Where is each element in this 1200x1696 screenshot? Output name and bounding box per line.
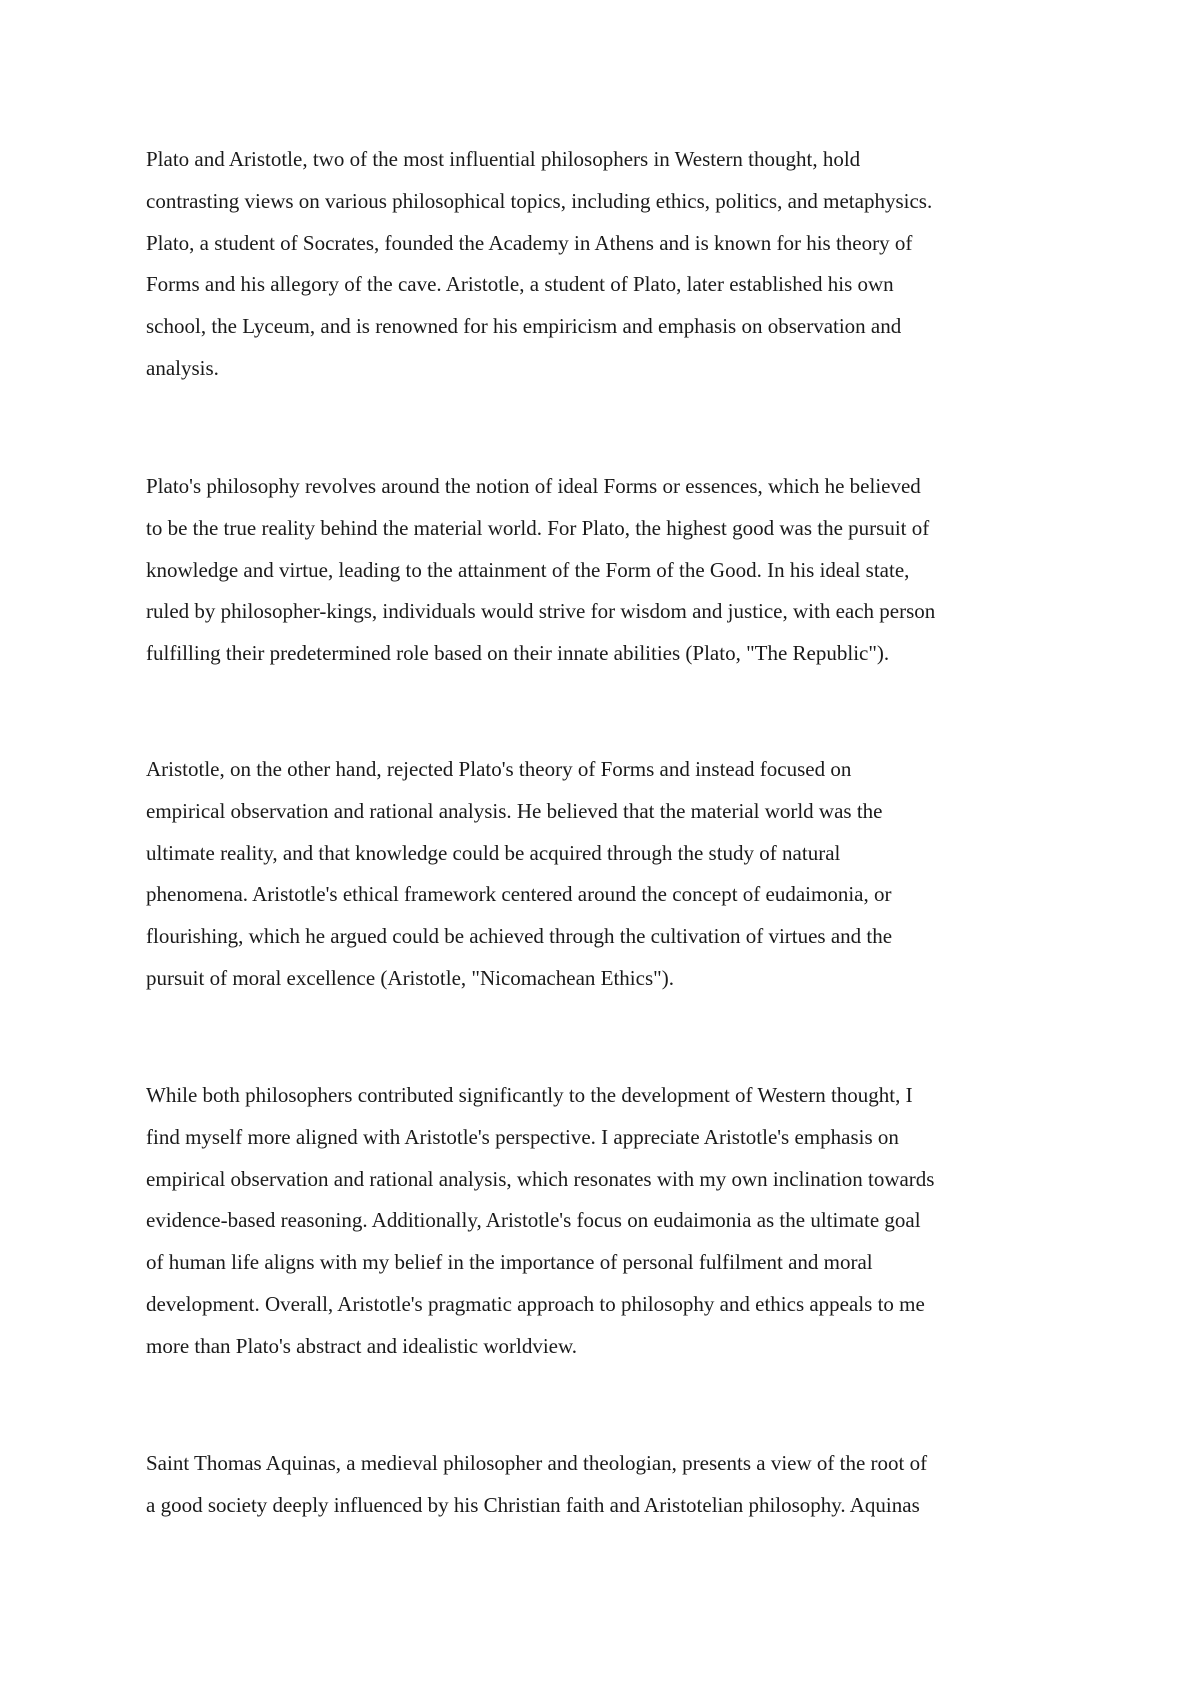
- text-line: find myself more aligned with Aristotle's perspective. I appreciate Aristotle's emphasis on: [146, 1124, 899, 1149]
- text-line: Saint Thomas Aquinas, a medieval philosopher and theologian, presents a view of the root of: [146, 1451, 928, 1475]
- paragraph-plato-aristotle-intro: [146, 139, 1066, 390]
- text-line: ultimate reality, and that knowledge could be acquired through the study of natural: [146, 840, 841, 865]
- text-line: evidence-based reasoning. Additionally, Aristotle's focus on eudaimonia as the ultimate goal: [146, 1208, 921, 1233]
- text-line: pursuit of moral excellence (Aristotle, "Nicomachean Ethics").: [146, 965, 674, 990]
- text-line: Plato's philosophy revolves around the notion of ideal Forms or essences, which he believed: [146, 474, 921, 498]
- text-line: to be the true reality behind the material world. For Plato, the highest good was the pursuit of: [146, 515, 930, 540]
- text-line: analysis.: [146, 355, 219, 380]
- text-line: empirical observation and rational analysis, which resonates with my own inclination towards: [146, 1166, 935, 1191]
- text-line: knowledge and virtue, leading to the attainment of the Form of the Good. In his ideal state,: [146, 557, 910, 582]
- paragraph-aquinas: [146, 1443, 1066, 1527]
- text-line: empirical observation and rational analysis. He believed that the material world was the: [146, 798, 883, 823]
- text-line: ruled by philosopher-kings, individuals would strive for wisdom and justice, with each person: [146, 599, 936, 624]
- paragraph-plato-philosophy: [146, 466, 1066, 675]
- text-line: a good society deeply influenced by his Christian faith and Aristotelian philosophy. Aquinas: [146, 1492, 920, 1517]
- text-line: phenomena. Aristotle's ethical framework centered around the concept of eudaimonia, or: [146, 882, 892, 907]
- text-line: contrasting views on various philosophical topics, including ethics, politics, and metaphysics.: [146, 188, 933, 213]
- text-line: school, the Lyceum, and is renowned for his empiricism and emphasis on observation and: [146, 314, 902, 339]
- text-line: Plato and Aristotle, two of the most influential philosophers in Western thought, hold: [146, 147, 861, 171]
- text-line: of human life aligns with my belief in the importance of personal fulfilment and moral: [146, 1250, 873, 1275]
- text-line: more than Plato's abstract and idealistic worldview.: [146, 1333, 578, 1358]
- text-line: While both philosophers contributed significantly to the development of Western thought, I: [146, 1083, 913, 1107]
- text-line: Aristotle, on the other hand, rejected Plato's theory of Forms and instead focused on: [146, 757, 852, 781]
- paragraph-aristotle-philosophy: [146, 749, 1066, 1000]
- text-line: development. Overall, Aristotle's pragmatic approach to philosophy and ethics appeals to me: [146, 1291, 925, 1316]
- paragraph-personal-view: [146, 1075, 1066, 1368]
- text-line: Forms and his allegory of the cave. Aristotle, a student of Plato, later established his own: [146, 272, 894, 297]
- text-line: flourishing, which he argued could be achieved through the cultivation of virtues and the: [146, 924, 893, 949]
- text-line: Plato, a student of Socrates, founded the Academy in Athens and is known for his theory of: [146, 230, 913, 255]
- text-line: fulfilling their predetermined role based on their innate abilities (Plato, "The Republic").: [146, 641, 890, 666]
